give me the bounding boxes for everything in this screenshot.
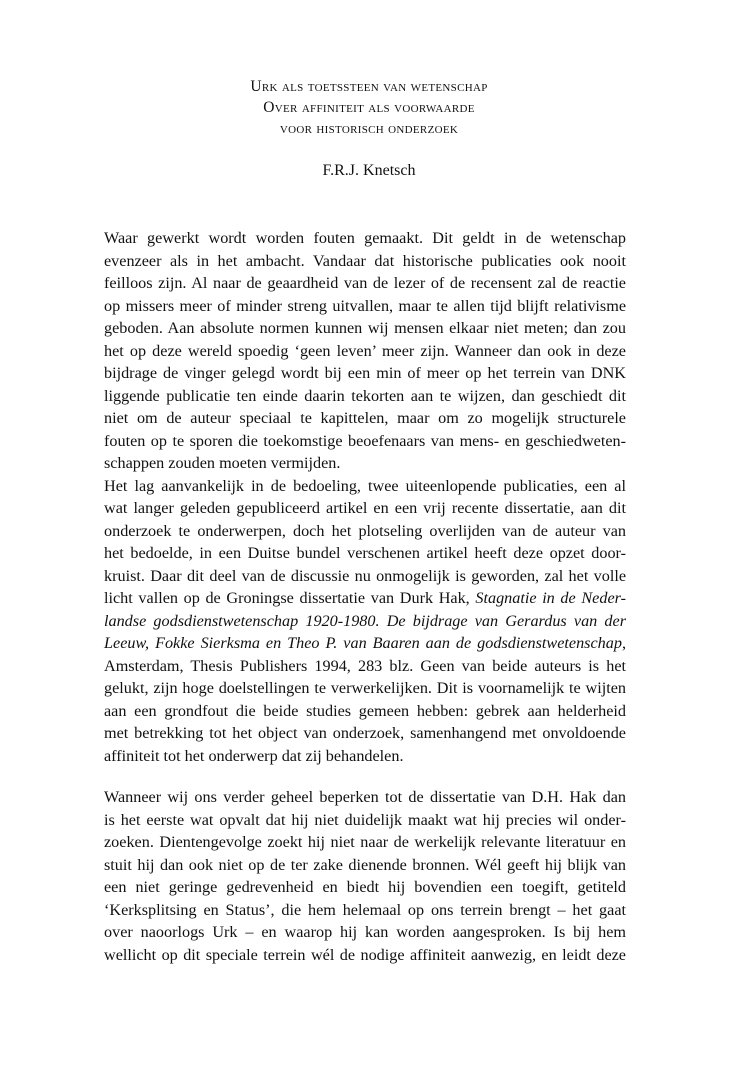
text-line bbox=[104, 632, 626, 655]
text-run: licht vallen op de Groningse dissertatie van Durk Hak, bbox=[104, 589, 476, 607]
text-line: wat langer geleden gepubliceerd artikel en een vrij recente dissertatie, aan dit bbox=[104, 499, 626, 517]
text-line bbox=[104, 587, 626, 610]
text-line: stuit hij dan ook niet op de ter zake dienende bronnen. Wél geeft hij blijk van bbox=[104, 855, 626, 874]
text-line: affiniteit tot het onderwerp dat zij behandelen. bbox=[104, 746, 404, 765]
text-line: zoeken. Dientengevolge zoekt hij niet naar de werkelijk relevante literatuur en bbox=[104, 833, 626, 851]
paragraph-1 bbox=[104, 227, 626, 475]
text-run: , bbox=[621, 634, 626, 652]
text-line: niet om de auteur speciaal te kapittelen, maar om zo mogelijk structurele bbox=[104, 409, 626, 427]
text-line: liggende publicatie ten einde daarin tekorten aan te wijzen, dan geschiedt dit bbox=[104, 386, 626, 405]
text-line: ‘Kerksplitsing en Status’, die hem helemaal op ons terrein brengt – het gaat bbox=[104, 900, 626, 919]
text-line: onderzoek te onderwerpen, doch het plotseling overlijden van de auteur van bbox=[104, 521, 626, 540]
title-line: voor historisch onderzoek bbox=[279, 120, 459, 137]
text-line: schappen zouden moeten vermijden. bbox=[104, 454, 341, 472]
paragraph-2 bbox=[104, 475, 626, 768]
text-line: over naoorlogs Urk – en waarop hij kan worden aangesproken. Is bij hem bbox=[104, 923, 626, 941]
text-line: Waar gewerkt wordt worden fouten gemaakt. Dit geldt in de wetenschap bbox=[104, 229, 626, 247]
text-line: is het eerste wat opvalt dat hij niet duidelijk maakt wat hij precies wil onder- bbox=[104, 810, 626, 829]
book-title-italic: Leeuw, Fokke Sierksma en Theo P. van Baaren aan de godsdienstwetenschap bbox=[104, 634, 622, 652]
text-line: bijdrage de vinger gelegd wordt bij een min of meer op het terrein van DNK bbox=[104, 364, 626, 382]
book-title-italic: landse godsdienstwetenschap 1920-1980. De bijdrage van Gerardus van der bbox=[104, 611, 626, 630]
text-line: het op deze wereld spoedig ‘geen leven’ meer zijn. Wanneer dan ook in deze bbox=[104, 341, 626, 360]
text-line: Amsterdam, Thesis Publishers 1994, 283 blz. Geen van beide auteurs is het bbox=[104, 656, 626, 675]
text-line: kruist. Daar dit deel van de discussie nu onmogelijk is geworden, zal het volle bbox=[104, 566, 626, 585]
text-line: op missers meer of minder streng uitvallen, maar te allen tijd blijft relativisme bbox=[104, 296, 626, 315]
text-line: het bedoelde, in een Duitse bundel verschenen artikel heeft deze opzet door- bbox=[104, 544, 626, 562]
text-line: wellicht op dit speciale terrein wél de nodige affiniteit aanwezig, en leidt deze bbox=[104, 945, 626, 964]
text-line: een niet geringe gedrevenheid en biedt hij bovendien een toegift, getiteld bbox=[104, 878, 626, 896]
text-line: aan een grondfout die beide studies gemeen hebben: gebrek aan helderheid bbox=[104, 701, 626, 720]
text-line: met betrekking tot het object van onderzoek, samenhangend met onvoldoende bbox=[104, 724, 626, 742]
text-line: fouten op te sporen die toekomstige beoefenaars van mens- en geschiedweten- bbox=[104, 431, 626, 450]
book-title-italic: Stagnatie in de Neder- bbox=[475, 589, 626, 607]
text-line: feilloos zijn. Al naar de geaardheid van de lezer of de recensent zal de reactie bbox=[104, 274, 626, 292]
article-title bbox=[0, 76, 738, 139]
title-line: Urk als toetssteen van wetenschap bbox=[250, 78, 488, 95]
title-line: Over affiniteit als voorwaarde bbox=[263, 99, 475, 116]
text-line: evenzeer als in het ambacht. Vandaar dat historische publicaties ook nooit bbox=[104, 251, 626, 270]
author-name: F.R.J. Knetsch bbox=[322, 162, 416, 179]
text-line: Het lag aanvankelijk in de bedoeling, twee uiteenlopende publicaties, een al bbox=[104, 476, 626, 495]
text-line: gelukt, zijn hoge doelstellingen te verwerkelijken. Dit is voornamelijk te wijten bbox=[104, 679, 626, 697]
text-line: geboden. Aan absolute normen kunnen wij mensen elkaar niet meten; dan zou bbox=[104, 319, 626, 337]
text-line: Wanneer wij ons verder geheel beperken tot de dissertatie van D.H. Hak dan bbox=[104, 788, 626, 806]
paragraph-3 bbox=[104, 786, 626, 966]
